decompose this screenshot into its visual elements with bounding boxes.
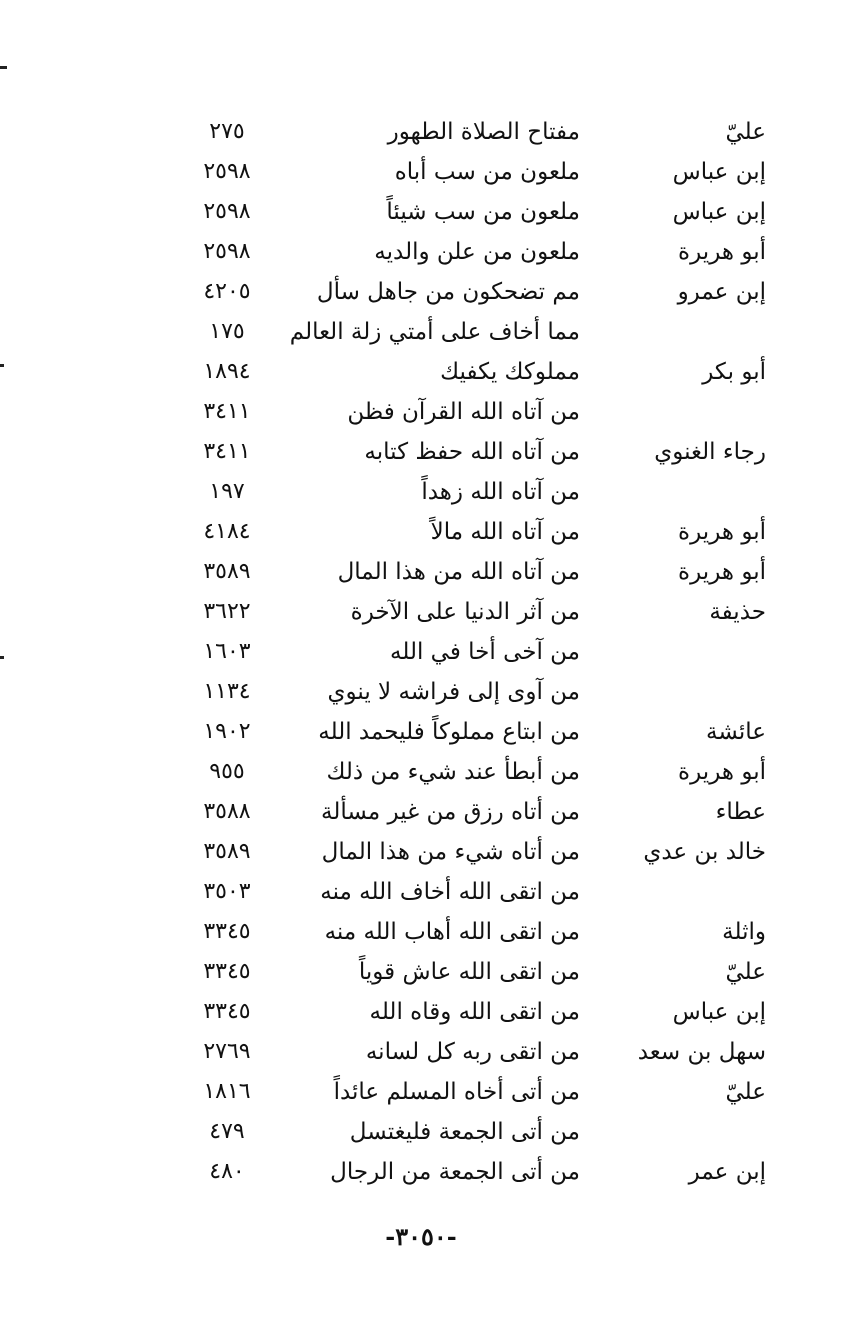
narrator-name: رجاء الغنوي [654, 439, 766, 465]
hadith-number: ٢٧٦٩ [203, 1039, 251, 1064]
hadith-opening: من آتاه الله حفظ كتابه [364, 439, 580, 465]
hadith-number: ١٩٧ [209, 479, 245, 504]
index-row [0, 112, 842, 152]
hadith-opening: من اتقى ربه كل لسانه [365, 1039, 580, 1065]
hadith-opening: ملعون من سب شيئاً [386, 199, 580, 225]
index-row [0, 592, 842, 632]
narrator-name: أبو هريرة [678, 519, 766, 545]
hadith-number: ٤٢٠٥ [203, 279, 251, 304]
narrator-name: أبو هريرة [678, 239, 766, 265]
hadith-opening: من أتى الجمعة من الرجال [330, 1159, 580, 1185]
index-row [0, 432, 842, 472]
hadith-number: ٢٥٩٨ [203, 239, 251, 264]
hadith-number: ١١٣٤ [203, 679, 251, 704]
index-row [0, 712, 842, 752]
hadith-opening: مم تضحكون من جاهل سأل [316, 279, 580, 305]
narrator-name: عليّ [725, 959, 766, 985]
narrator-name: عطاء [715, 799, 766, 825]
hadith-number: ١٨٩٤ [203, 359, 251, 384]
narrator-name: عليّ [725, 119, 766, 145]
narrator-name: سهل بن سعد [637, 1039, 766, 1065]
hadith-opening: ملعون من علن والديه [374, 239, 580, 265]
hadith-number: ٢٥٩٨ [203, 199, 251, 224]
hadith-number: ١٧٥ [209, 319, 245, 344]
hadith-opening: من ابتاع مملوكاً فليحمد الله [318, 719, 580, 745]
narrator-name: خالد بن عدي [643, 839, 766, 865]
page-number: -٣٠٥٠- [385, 1222, 457, 1251]
index-row [0, 152, 842, 192]
hadith-opening: من اتقى الله أهاب الله منه [324, 919, 580, 945]
hadith-opening: من أتى أخاه المسلم عائداً [333, 1079, 580, 1105]
index-row [0, 832, 842, 872]
index-row [0, 1112, 842, 1152]
hadith-number: ١٨١٦ [203, 1079, 251, 1104]
narrator-name: أبو هريرة [678, 759, 766, 785]
index-row [0, 352, 842, 392]
hadith-number: ٣٥٨٨ [203, 799, 251, 824]
hadith-opening: من آثر الدنيا على الآخرة [350, 599, 580, 625]
hadith-number: ١٦٠٣ [203, 639, 251, 664]
narrator-name: إبن عمر [688, 1159, 766, 1185]
scan-edge-mark [0, 66, 7, 69]
hadith-number: ٩٥٥ [209, 759, 245, 784]
index-row [0, 872, 842, 912]
hadith-number: ٣٥٨٩ [203, 559, 251, 584]
index-row [0, 912, 842, 952]
index-row [0, 792, 842, 832]
narrator-name: حذيفة [709, 599, 766, 625]
index-row [0, 472, 842, 512]
narrator-name: أبو بكر [702, 359, 766, 385]
hadith-opening: من اتقى الله وقاه الله [369, 999, 580, 1025]
index-row [0, 1072, 842, 1112]
narrator-name: عائشة [706, 719, 766, 745]
index-row [0, 1032, 842, 1072]
hadith-number: ٣٥٨٩ [203, 839, 251, 864]
hadith-number: ١٩٠٢ [203, 719, 251, 744]
index-row [0, 392, 842, 432]
index-row [0, 552, 842, 592]
hadith-opening: من آتاه الله القرآن فظن [347, 399, 580, 425]
hadith-opening: من آتاه الله مالاً [430, 519, 580, 545]
hadith-opening: من أبطأ عند شيء من ذلك [326, 759, 580, 785]
hadith-number: ٣٣٤٥ [203, 919, 251, 944]
hadith-opening: من أتاه شيء من هذا المال [321, 839, 580, 865]
index-row [0, 192, 842, 232]
hadith-number: ٤١٨٤ [203, 519, 251, 544]
hadith-number: ٣٣٤٥ [203, 999, 251, 1024]
hadith-opening: مما أخاف على أمتي زلة العالم [289, 319, 580, 345]
hadith-opening: من اتقى الله أخاف الله منه [320, 879, 580, 905]
index-row [0, 632, 842, 672]
narrator-name: إبن عباس [672, 159, 766, 185]
hadith-number: ٣٣٤٥ [203, 959, 251, 984]
hadith-number: ٢٧٥ [209, 119, 245, 144]
hadith-opening: من آتاه الله من هذا المال [337, 559, 580, 585]
index-row [0, 512, 842, 552]
index-row [0, 992, 842, 1032]
hadith-opening: من أتاه رزق من غير مسألة [321, 799, 580, 825]
narrator-name: أبو هريرة [678, 559, 766, 585]
hadith-opening: من آخى أخا في الله [390, 639, 580, 665]
narrator-name: واثلة [722, 919, 766, 945]
hadith-opening: مفتاح الصلاة الطهور [387, 119, 580, 145]
hadith-opening: مملوكك يكفيك [440, 359, 580, 385]
hadith-opening: ملعون من سب أباه [394, 159, 580, 185]
hadith-opening: من آوى إلى فراشه لا ينوي [327, 679, 580, 705]
hadith-number: ٤٧٩ [209, 1119, 245, 1144]
hadith-number: ٣٥٠٣ [203, 879, 251, 904]
narrator-name: إبن عباس [672, 199, 766, 225]
index-row [0, 672, 842, 712]
hadith-number: ٢٥٩٨ [203, 159, 251, 184]
narrator-name: إبن عمرو [677, 279, 766, 305]
index-row [0, 752, 842, 792]
hadith-opening: من آتاه الله زهداً [421, 479, 580, 505]
hadith-number: ٣٤١١ [203, 399, 251, 424]
narrator-name: عليّ [725, 1079, 766, 1105]
index-row [0, 232, 842, 272]
hadith-number: ٣٦٢٢ [203, 599, 251, 624]
hadith-number: ٤٨٠ [209, 1159, 245, 1184]
hadith-number: ٣٤١١ [203, 439, 251, 464]
narrator-name: إبن عباس [672, 999, 766, 1025]
index-row [0, 952, 842, 992]
index-row [0, 272, 842, 312]
index-row [0, 312, 842, 352]
index-row [0, 1152, 842, 1192]
hadith-opening: من أتى الجمعة فليغتسل [349, 1119, 580, 1145]
hadith-opening: من اتقى الله عاش قوياً [358, 959, 580, 985]
